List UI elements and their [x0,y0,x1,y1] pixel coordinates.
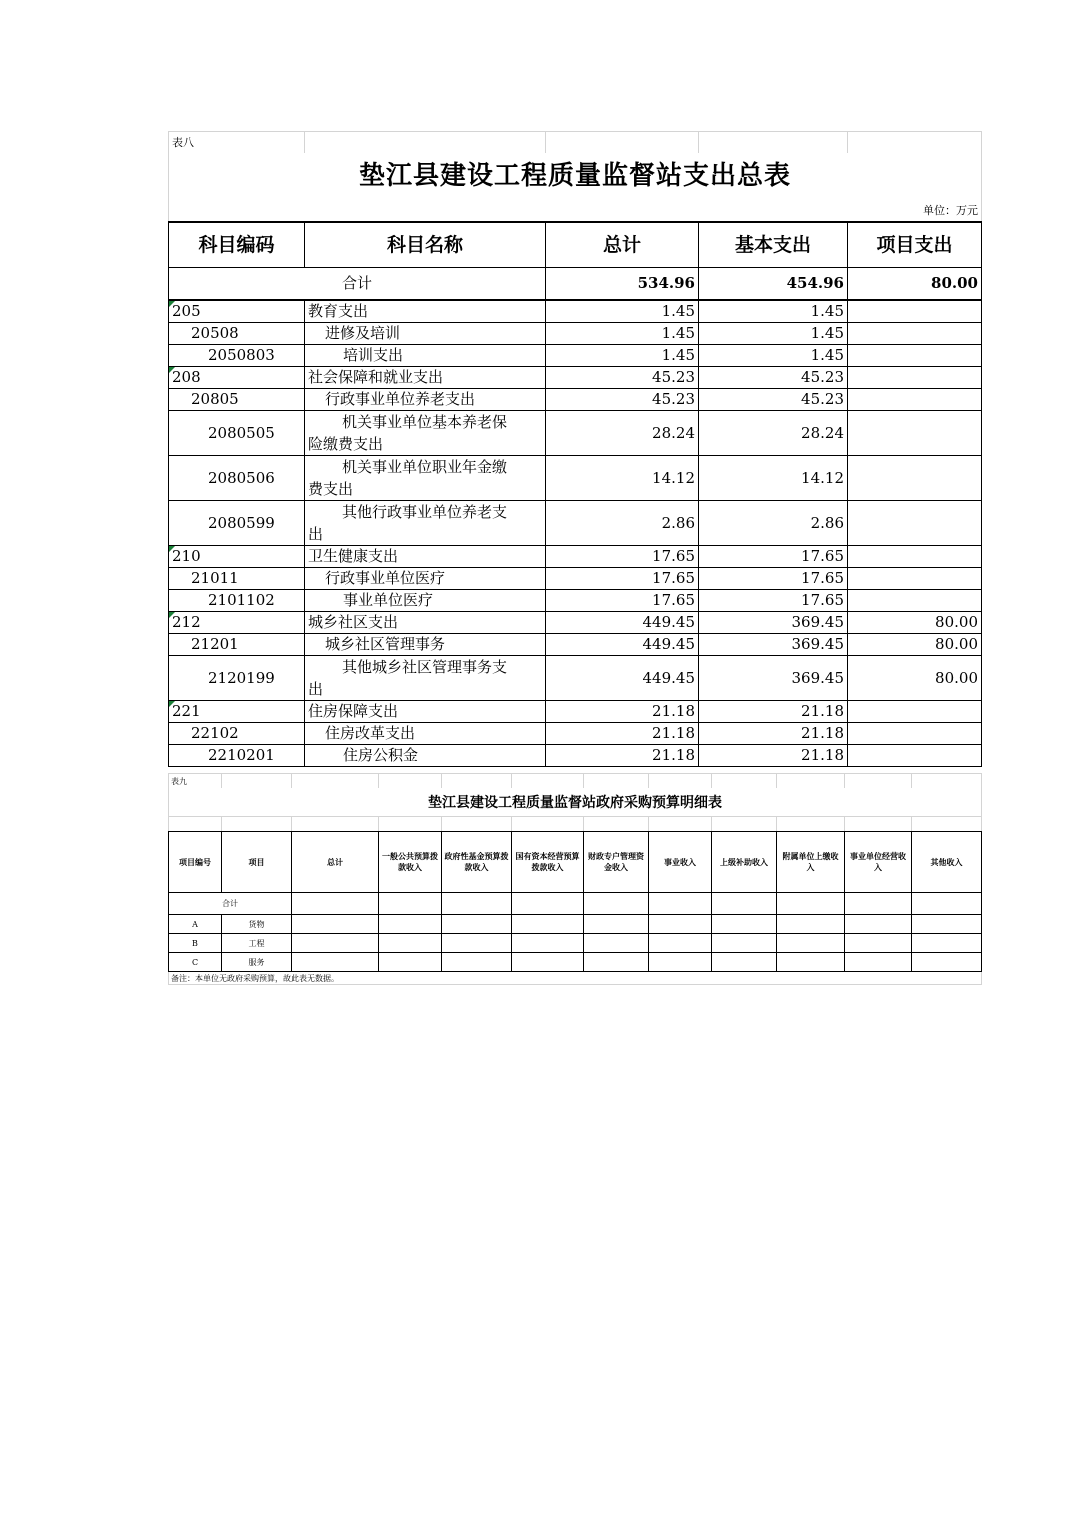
row-project [848,389,982,411]
header-cell: 项目 [222,832,292,893]
row-project [848,590,982,612]
row-name: 住房保障支出 [305,701,546,723]
total-basic: 454.96 [699,268,848,301]
row-total: 21.18 [546,723,699,745]
row-name-line2: 险缴费支出 [308,435,384,453]
row-code: 205 [169,300,305,323]
row-name: 城乡社区管理事务 [305,634,546,656]
row-basic: 2.86 [699,501,848,546]
row-name-line1: 机关事业单位基本养老保 [342,413,508,431]
row-code: 22102 [169,723,305,745]
row-total: 45.23 [546,367,699,389]
header-cell: 事业单位经营收入 [845,832,912,893]
row-basic: 14.12 [699,456,848,501]
header-cell: 政府性基金预算拨款收入 [442,832,512,893]
table-row [169,634,982,656]
row-code: 208 [169,367,305,389]
header-basic: 基本支出 [699,222,848,268]
row-basic: 369.45 [699,612,848,634]
row-total: 1.45 [546,345,699,367]
total-label: 合计 [169,893,292,915]
total-label: 合计 [169,268,546,301]
header-total: 总计 [546,222,699,268]
row-basic: 17.65 [699,546,848,568]
unit-label: 单位：万元 [169,199,982,222]
table-row [169,701,982,723]
row-project [848,546,982,568]
row-name: 进修及培训 [305,323,546,345]
row-name-line1: 机关事业单位职业年金缴 [342,458,508,476]
row-name: 教育支出 [305,300,546,323]
table-row [169,723,982,745]
row-name [305,456,546,501]
row-item: 货物 [222,915,292,934]
row-basic: 369.45 [699,634,848,656]
row-item: 服务 [222,953,292,972]
header-cell: 项目编号 [169,832,222,893]
table-title: 垫江县建设工程质量监督站政府采购预算明细表 [169,788,982,817]
row-total: 449.45 [546,612,699,634]
header-cell: 其他收入 [912,832,982,893]
row-project [848,456,982,501]
row-total: 1.45 [546,300,699,323]
row-total: 2.86 [546,501,699,546]
document-page [168,131,981,985]
table-row [169,568,982,590]
row-basic: 21.18 [699,723,848,745]
table-label: 表九 [169,774,222,789]
header-row [169,222,982,268]
row-project [848,723,982,745]
row-code: 2080506 [169,456,305,501]
header-cell: 总计 [292,832,379,893]
row-code: 2120199 [169,656,305,701]
table-row [169,934,982,953]
row-project [848,300,982,323]
table-row [169,300,982,323]
row-project [848,745,982,767]
row-name [305,411,546,456]
row-total: 17.65 [546,590,699,612]
table-row [169,915,982,934]
row-name: 培训支出 [305,345,546,367]
row-total: 449.45 [546,634,699,656]
row-basic: 21.18 [699,701,848,723]
row-code: A [169,915,222,934]
table-row [169,745,982,767]
row-item: 工程 [222,934,292,953]
row-name: 行政事业单位医疗 [305,568,546,590]
row-name: 卫生健康支出 [305,546,546,568]
row-total: 449.45 [546,656,699,701]
row-name: 社会保障和就业支出 [305,367,546,389]
row-total: 14.12 [546,456,699,501]
expenditure-summary-table [168,131,982,767]
row-total: 28.24 [546,411,699,456]
table-row [169,546,982,568]
table-note: 备注：本单位无政府采购预算，故此表无数据。 [169,972,982,985]
row-name-line1: 其他城乡社区管理事务支 [342,658,508,676]
table-row [169,323,982,345]
table-row [169,656,982,701]
row-basic: 369.45 [699,656,848,701]
table-row [169,456,982,501]
header-cell: 事业收入 [649,832,712,893]
row-project [848,367,982,389]
row-project [848,345,982,367]
row-name-line1: 其他行政事业单位养老支 [342,503,508,521]
row-name [305,656,546,701]
table-row [169,411,982,456]
row-total: 21.18 [546,701,699,723]
row-total: 17.65 [546,546,699,568]
row-basic: 17.65 [699,568,848,590]
row-project [848,568,982,590]
table-row [169,345,982,367]
total-project: 80.00 [848,268,982,301]
row-name: 住房公积金 [305,745,546,767]
header-cell: 附属单位上缴收入 [777,832,845,893]
row-name: 住房改革支出 [305,723,546,745]
row-name [305,501,546,546]
table-title: 垫江县建设工程质量监督站支出总表 [169,153,982,199]
row-basic: 21.18 [699,745,848,767]
row-basic: 17.65 [699,590,848,612]
row-code: C [169,953,222,972]
row-code: 20508 [169,323,305,345]
row-name: 城乡社区支出 [305,612,546,634]
row-project: 80.00 [848,656,982,701]
row-total: 45.23 [546,389,699,411]
table-row [169,612,982,634]
row-name-line2: 出 [308,680,324,698]
header-name: 科目名称 [305,222,546,268]
row-code: 2210201 [169,745,305,767]
header-project: 项目支出 [848,222,982,268]
row-project: 80.00 [848,634,982,656]
header-cell: 上级补助收入 [712,832,777,893]
row-basic: 1.45 [699,323,848,345]
row-code: 21201 [169,634,305,656]
total-row [169,268,982,301]
row-code: 221 [169,701,305,723]
row-project: 80.00 [848,612,982,634]
procurement-budget-table [168,773,982,985]
row-code: 2050803 [169,345,305,367]
row-name: 事业单位医疗 [305,590,546,612]
header-cell: 一般公共预算拨款收入 [379,832,442,893]
row-basic: 1.45 [699,300,848,323]
row-project [848,411,982,456]
row-code: B [169,934,222,953]
table-row [169,501,982,546]
row-total: 17.65 [546,568,699,590]
row-total: 21.18 [546,745,699,767]
row-basic: 45.23 [699,389,848,411]
row-project [848,323,982,345]
total-row [169,893,982,915]
table-label: 表八 [169,132,305,154]
row-code: 2080505 [169,411,305,456]
row-basic: 45.23 [699,367,848,389]
row-name-line2: 费支出 [308,480,354,498]
table-row [169,953,982,972]
row-basic: 1.45 [699,345,848,367]
table-row [169,389,982,411]
header-code: 科目编码 [169,222,305,268]
table-row [169,590,982,612]
row-name: 行政事业单位养老支出 [305,389,546,411]
total-value: 534.96 [546,268,699,301]
row-code: 210 [169,546,305,568]
table-row [169,367,982,389]
row-code: 212 [169,612,305,634]
row-code: 21011 [169,568,305,590]
row-code: 2101102 [169,590,305,612]
header-row [169,832,982,893]
header-cell: 国有资本经营预算拨款收入 [512,832,584,893]
row-total: 1.45 [546,323,699,345]
row-project [848,701,982,723]
row-basic: 28.24 [699,411,848,456]
row-name-line2: 出 [308,525,324,543]
row-code: 2080599 [169,501,305,546]
header-cell: 财政专户管理资金收入 [584,832,649,893]
row-code: 20805 [169,389,305,411]
row-project [848,501,982,546]
